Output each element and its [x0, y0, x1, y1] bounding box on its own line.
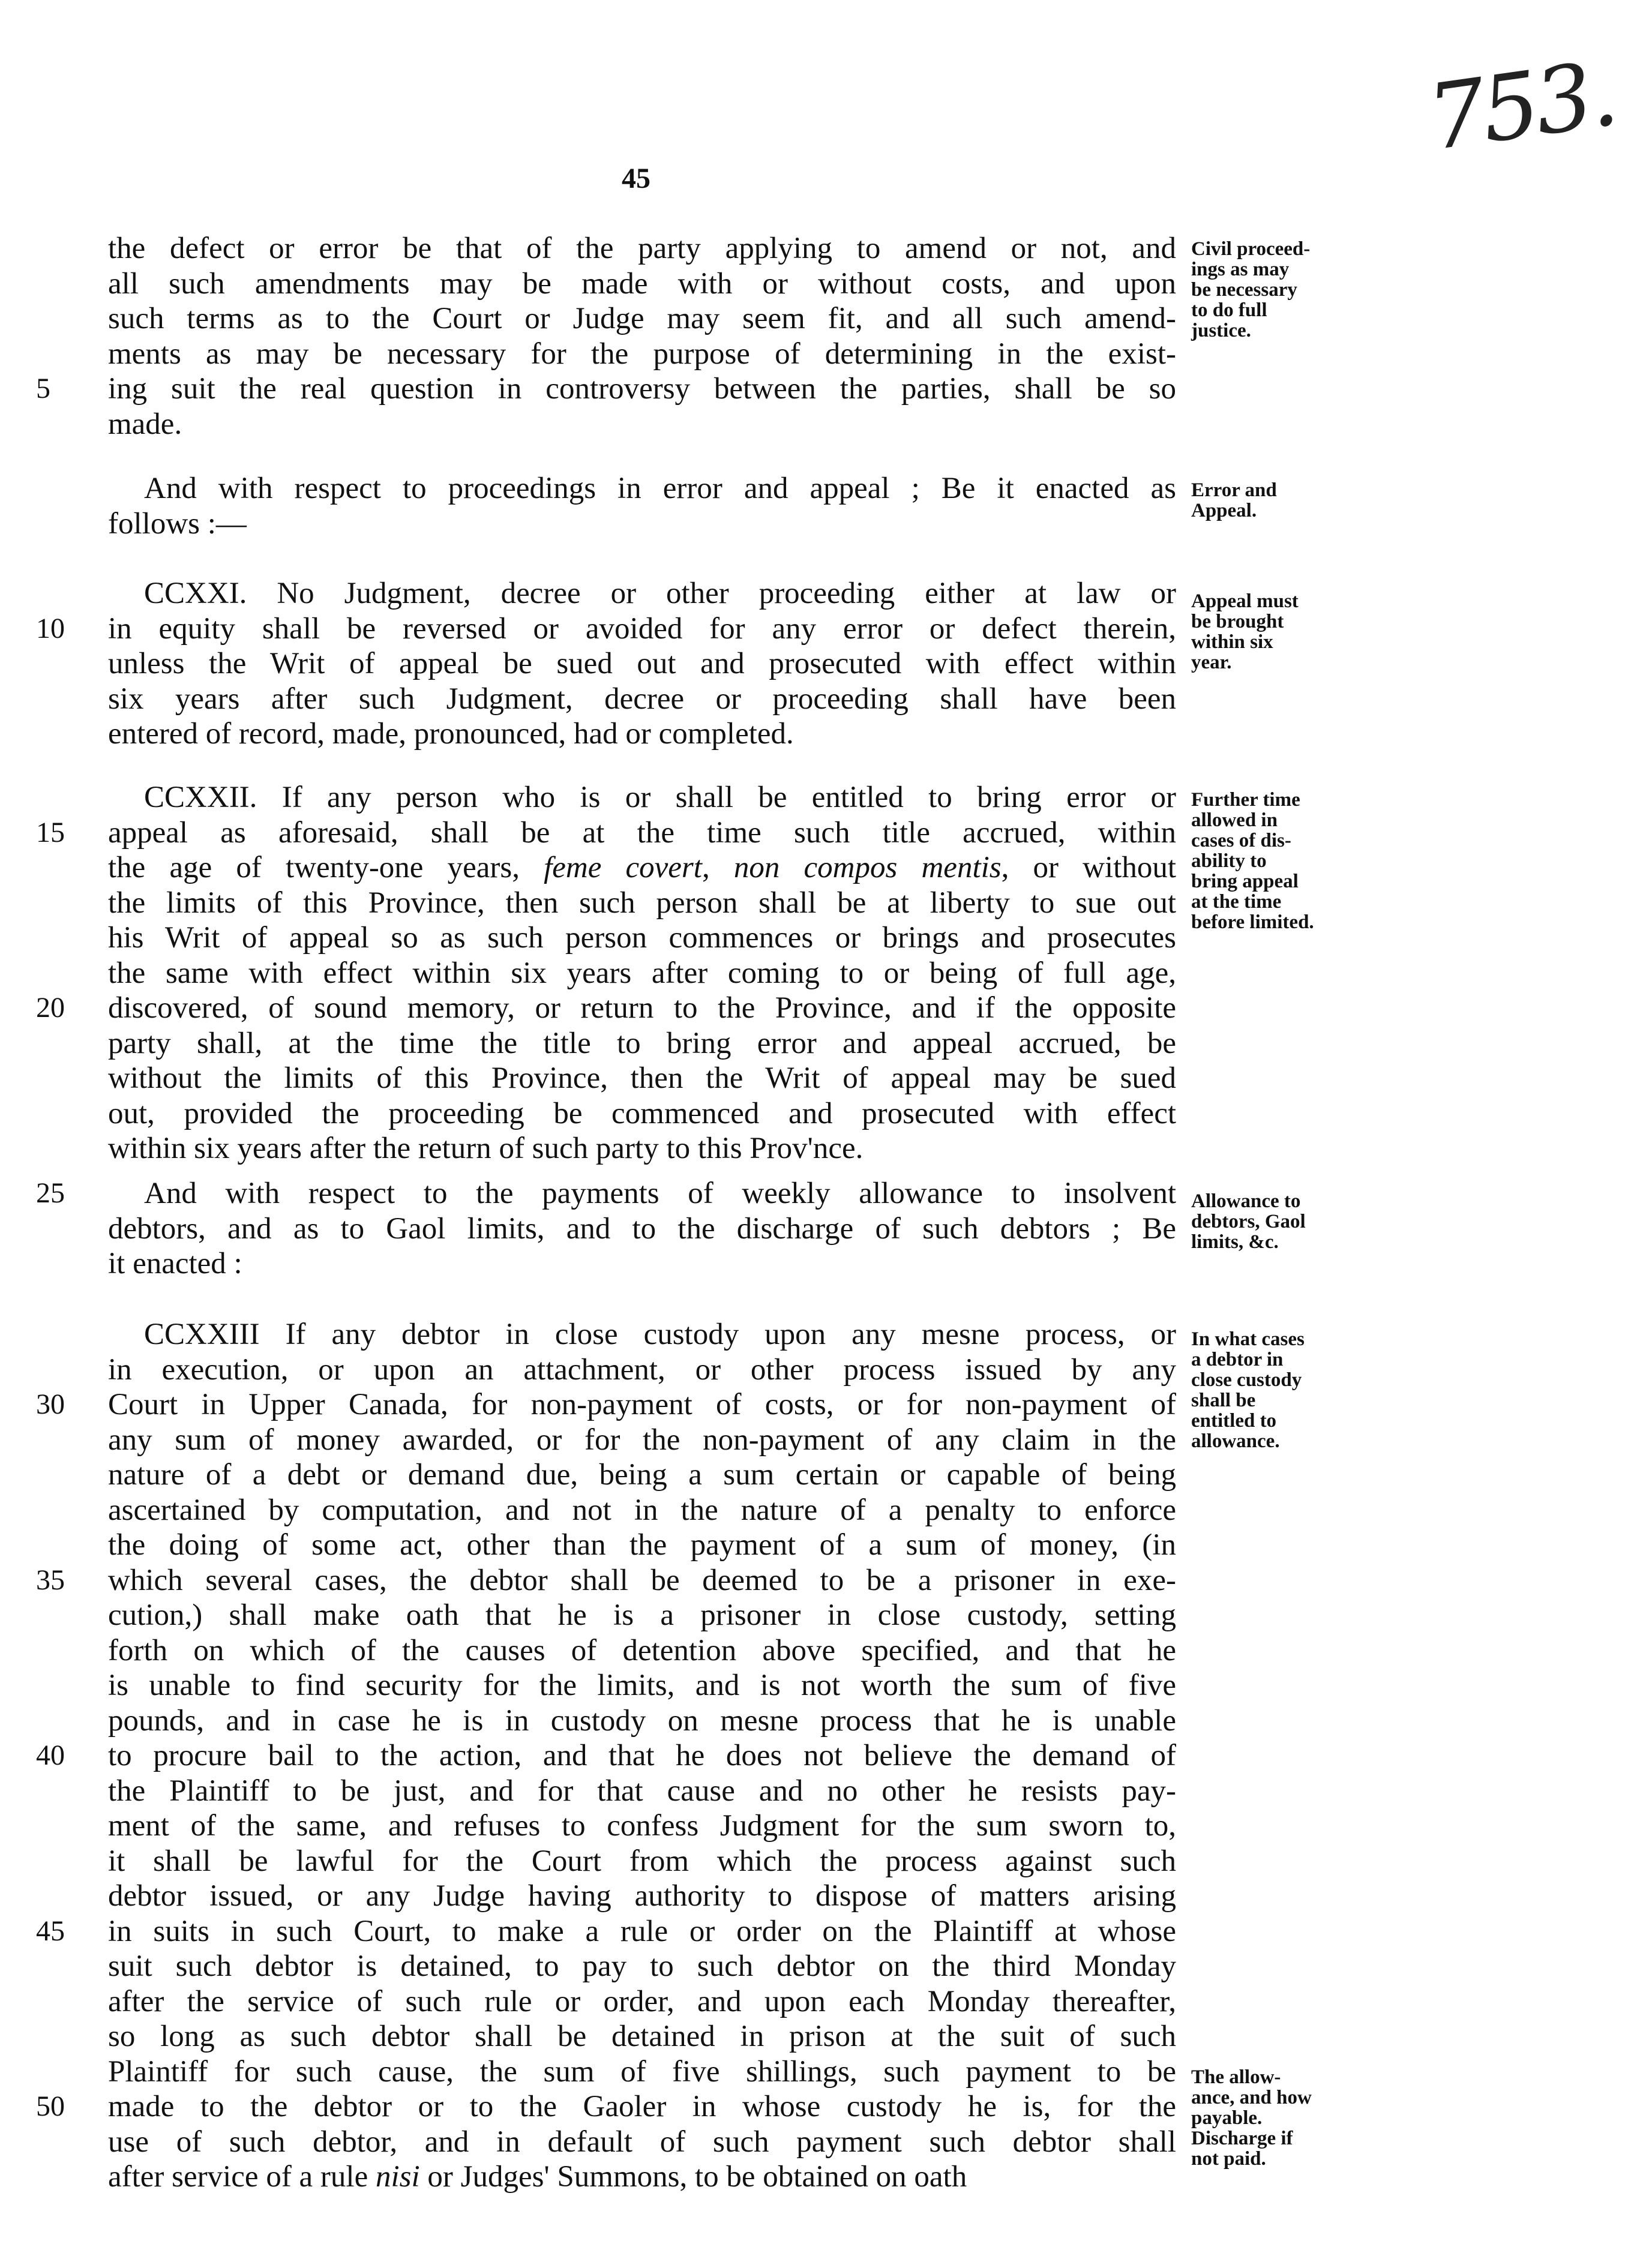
- line-text: made.: [108, 407, 182, 441]
- line-text: all such amendments may be made with or without costs, and upon: [108, 266, 1176, 301]
- text-line: [108, 407, 1176, 442]
- text-line: [108, 1703, 1176, 1739]
- line-text: without the limits of this Province, then the Writ of appeal may be sued: [108, 1061, 1176, 1095]
- text-line: [108, 1061, 1176, 1096]
- text-line: [108, 920, 1176, 956]
- line-text: the limits of this Province, then such person shall be at liberty to sue out: [108, 886, 1176, 920]
- line-text: CCXXIII If any debtor in close custody upon any mesne process, or: [144, 1318, 1176, 1351]
- line-number: 10: [36, 612, 65, 644]
- margin-note-line: at the time: [1191, 891, 1282, 913]
- line-text: use of such debtor, and in default of such payment such debtor shall: [108, 2125, 1176, 2159]
- line-text: appeal as aforesaid, shall be at the time such title accrued, within: [108, 815, 1176, 850]
- text-line: [108, 1317, 1176, 1352]
- line-text: cution,) shall make oath that he is a prisoner in close custody, setting: [108, 1598, 1176, 1632]
- margin-note-allowance-payable: [1191, 2067, 1377, 2169]
- text-line: [36, 1914, 1176, 1949]
- line-text: ment of the same, and refuses to confess Judgment for the sum sworn to,: [108, 1809, 1176, 1843]
- text-line: [108, 301, 1176, 337]
- line-text: And with respect to the payments of weekly allowance to insolvent: [144, 1177, 1176, 1210]
- margin-note-line: before limited.: [1191, 911, 1314, 933]
- line-text: it shall be lawful for the Court from which the process against such: [108, 1844, 1176, 1878]
- margin-note-line: ability to: [1191, 850, 1267, 872]
- line-text: in suits in such Court, to make a rule or order on the Plaintiff at whose: [108, 1914, 1176, 1948]
- text-line: [108, 266, 1176, 302]
- line-text: CCXXII. If any person who is or shall be entitled to bring error or: [144, 781, 1176, 814]
- text-line: [108, 2054, 1176, 2090]
- margin-note-line: ings as may: [1191, 259, 1290, 280]
- text-line: [108, 1457, 1176, 1493]
- line-text: out, provided the proceeding be commenced and prosecuted with effect: [108, 1096, 1176, 1130]
- text-line: [108, 956, 1176, 991]
- margin-note-line: be brought: [1191, 611, 1284, 632]
- line-text: follows :—: [108, 506, 247, 541]
- line-text: any sum of money awarded, or for the non-payment of any claim in the: [108, 1423, 1176, 1457]
- margin-note-appeal-six-years: [1191, 591, 1377, 673]
- line-text: party shall, at the time the title to bring error and appeal accrued, be: [108, 1026, 1176, 1060]
- margin-note-line: allowance.: [1191, 1430, 1280, 1452]
- line-text: debtor issued, or any Judge having authority to dispose of matters arising: [108, 1879, 1176, 1913]
- line-text: which several cases, the debtor shall be deemed to be a prisoner in exe-: [108, 1563, 1176, 1597]
- text-line: [36, 1738, 1176, 1774]
- line-text: pounds, and in case he is in custody on mesne process that he is unable: [108, 1703, 1176, 1738]
- margin-note-line: to do full: [1191, 299, 1267, 321]
- text-line: [108, 1246, 1176, 1282]
- line-text: the age of twenty-one years, feme covert, non compos mentis, or without: [108, 851, 1177, 884]
- line-text: after service of a rule nisi or Judges' Summons, to be obtained on oath: [108, 2160, 967, 2194]
- line-number: 5: [36, 373, 50, 404]
- line-text: entered of record, made, pronounced, had or completed.: [108, 717, 794, 751]
- text-line: [108, 1984, 1176, 2020]
- text-line: [108, 1774, 1176, 1809]
- line-text: debtors, and as to Gaol limits, and to the discharge of such debtors ; Be: [108, 1211, 1176, 1246]
- text-line: [108, 506, 1176, 542]
- text-line: [108, 1211, 1176, 1247]
- text-line: [108, 682, 1176, 717]
- margin-note-line: In what cases: [1191, 1328, 1305, 1350]
- line-number: 35: [36, 1564, 65, 1596]
- margin-note-line: not paid.: [1191, 2148, 1266, 2170]
- text-line: [36, 2089, 1176, 2125]
- line-number: 40: [36, 1739, 65, 1771]
- text-line: [108, 2125, 1176, 2160]
- text-line: [108, 1879, 1176, 1914]
- line-text: made to the debtor or to the Gaoler in whose custody he is, for the: [108, 2090, 1176, 2123]
- margin-note-line: limits, &c.: [1191, 1231, 1279, 1253]
- margin-note-line: within six: [1191, 631, 1273, 653]
- text-line: [36, 815, 1176, 851]
- margin-note-line: Error and: [1191, 479, 1277, 501]
- text-line: [108, 1352, 1176, 1388]
- text-line: [108, 576, 1176, 611]
- text-line: [108, 646, 1176, 682]
- margin-note-line: The allow-: [1191, 2066, 1281, 2088]
- margin-note-line: entitled to: [1191, 1410, 1277, 1432]
- margin-note-line: Appeal must: [1191, 590, 1299, 612]
- line-text: the same with effect within six years after coming to or being of full age,: [108, 956, 1176, 990]
- line-text: it enacted :: [108, 1247, 242, 1280]
- line-text: the Plaintiff to be just, and for that cause and no other he resists pay-: [108, 1774, 1176, 1808]
- margin-note-debtor-entitled: [1191, 1329, 1377, 1451]
- line-number: 50: [36, 2090, 65, 2122]
- margin-note-further-time: [1191, 790, 1377, 932]
- line-text: his Writ of appeal so as such person commences or brings and prosecutes: [108, 921, 1176, 955]
- text-line: [108, 1423, 1176, 1458]
- margin-note-line: justice.: [1191, 320, 1251, 341]
- text-line: [108, 1598, 1176, 1633]
- line-text: suit such debtor is detained, to pay to such debtor on the third Monday: [108, 1949, 1176, 1983]
- margin-note-line: Appeal.: [1191, 500, 1257, 521]
- margin-note-line: Allowance to: [1191, 1190, 1301, 1212]
- text-line: [108, 2159, 1176, 2195]
- page-number: 45: [622, 163, 650, 194]
- line-number: 20: [36, 992, 65, 1024]
- paragraph-section-ccxxii: [36, 780, 1177, 1166]
- margin-note-allowance-to-debtors: [1191, 1191, 1377, 1252]
- text-line: [108, 850, 1176, 886]
- text-line: [108, 1633, 1176, 1669]
- line-text: discovered, of sound memory, or return to the Province, and if the opposite: [108, 991, 1176, 1025]
- line-text: CCXXI. No Judgment, decree or other proceeding either at law or: [144, 577, 1176, 610]
- line-number: 45: [36, 1915, 65, 1947]
- margin-note-line: Further time: [1191, 789, 1300, 811]
- text-line: [36, 371, 1176, 407]
- text-line: [108, 886, 1176, 921]
- text-line: [108, 337, 1176, 372]
- line-text: Court in Upper Canada, for non-payment of costs, or for non-payment of: [108, 1388, 1176, 1421]
- margin-note-line: payable.: [1191, 2107, 1263, 2129]
- line-text: ments as may be necessary for the purpose of determining in the exist-: [108, 337, 1176, 371]
- paragraph-weekly-allowance-preamble: [36, 1176, 1176, 1282]
- paragraph-amendments: [36, 231, 1176, 442]
- margin-note-error-and-appeal: [1191, 480, 1377, 521]
- margin-note-line: allowed in: [1191, 809, 1278, 831]
- line-text: ascertained by computation, and not in the nature of a penalty to enforce: [108, 1493, 1176, 1527]
- margin-note-line: year.: [1191, 652, 1232, 673]
- line-text: the doing of some act, other than the payment of a sum of money, (in: [108, 1528, 1176, 1562]
- line-text: is unable to find security for the limits, and is not worth the sum of five: [108, 1669, 1176, 1702]
- line-text: in equity shall be reversed or avoided for any error or defect therein,: [108, 611, 1176, 646]
- margin-note-line: close custody: [1191, 1369, 1302, 1391]
- text-line: [108, 1131, 1176, 1166]
- text-line: [36, 991, 1176, 1026]
- margin-note-line: a debtor in: [1191, 1349, 1284, 1370]
- paragraph-error-appeal-preamble: [108, 471, 1176, 541]
- line-text: within six years after the return of such party to this Prov'nce.: [108, 1132, 864, 1165]
- text-line: [108, 1026, 1176, 1061]
- line-text: after the service of such rule or order, and upon each Monday thereafter,: [108, 1984, 1176, 2018]
- text-line: [108, 1493, 1176, 1528]
- text-line: [108, 1096, 1176, 1132]
- text-line: [36, 1387, 1176, 1423]
- folio-handwritten-mark: 753.: [1422, 41, 1621, 171]
- text-line: [108, 1949, 1176, 1984]
- text-line: [108, 1668, 1176, 1703]
- text-line: [108, 780, 1176, 815]
- margin-note-line: shall be: [1191, 1390, 1256, 1411]
- text-line: [108, 1808, 1176, 1844]
- margin-note-civil-proceedings: [1191, 239, 1377, 341]
- text-line: [36, 1176, 1176, 1211]
- margin-note-line: cases of dis-: [1191, 830, 1291, 851]
- text-line: [36, 1563, 1176, 1598]
- margin-note-line: bring appeal: [1191, 871, 1299, 892]
- text-line: [108, 716, 1176, 752]
- line-text: in execution, or upon an attachment, or other process issued by any: [108, 1352, 1176, 1387]
- paragraph-section-ccxxiii: [36, 1317, 1176, 2195]
- text-line: [108, 471, 1176, 506]
- text-line: [108, 2019, 1176, 2054]
- line-text: such terms as to the Court or Judge may seem fit, and all such amend-: [108, 302, 1176, 335]
- line-number: 30: [36, 1388, 65, 1420]
- line-text: the defect or error be that of the party applying to amend or not, and: [108, 232, 1176, 265]
- line-text: to procure bail to the action, and that he does not believe the demand of: [108, 1739, 1176, 1772]
- margin-note-line: Discharge if: [1191, 2128, 1293, 2149]
- margin-note-line: ance, and how: [1191, 2087, 1312, 2108]
- text-line: [108, 231, 1176, 266]
- line-text: Plaintiff for such cause, the sum of five shillings, such payment to be: [108, 2054, 1176, 2089]
- margin-note-line: be necessary: [1191, 279, 1297, 301]
- paragraph-section-ccxxi: [36, 576, 1176, 752]
- line-number: 25: [36, 1177, 65, 1209]
- line-text: nature of a debt or demand due, being a sum certain or capable of being: [108, 1458, 1176, 1492]
- margin-note-line: debtors, Gaol: [1191, 1211, 1306, 1232]
- line-number: 15: [36, 816, 65, 848]
- line-text: forth on which of the causes of detention above specified, and that he: [108, 1633, 1176, 1667]
- text-line: [108, 1844, 1176, 1879]
- line-text: ing suit the real question in controversy between the parties, shall be so: [108, 372, 1176, 406]
- line-text: unless the Writ of appeal be sued out and prosecuted with effect within: [108, 647, 1176, 680]
- line-text: six years after such Judgment, decree or proceeding shall have been: [108, 682, 1176, 716]
- margin-note-line: Civil proceed-: [1191, 238, 1311, 260]
- text-line: [36, 611, 1176, 647]
- text-line: [108, 1528, 1176, 1563]
- line-text: so long as such debtor shall be detained in prison at the suit of such: [108, 2020, 1176, 2053]
- line-text: And with respect to proceedings in error and appeal ; Be it enacted as: [144, 472, 1176, 505]
